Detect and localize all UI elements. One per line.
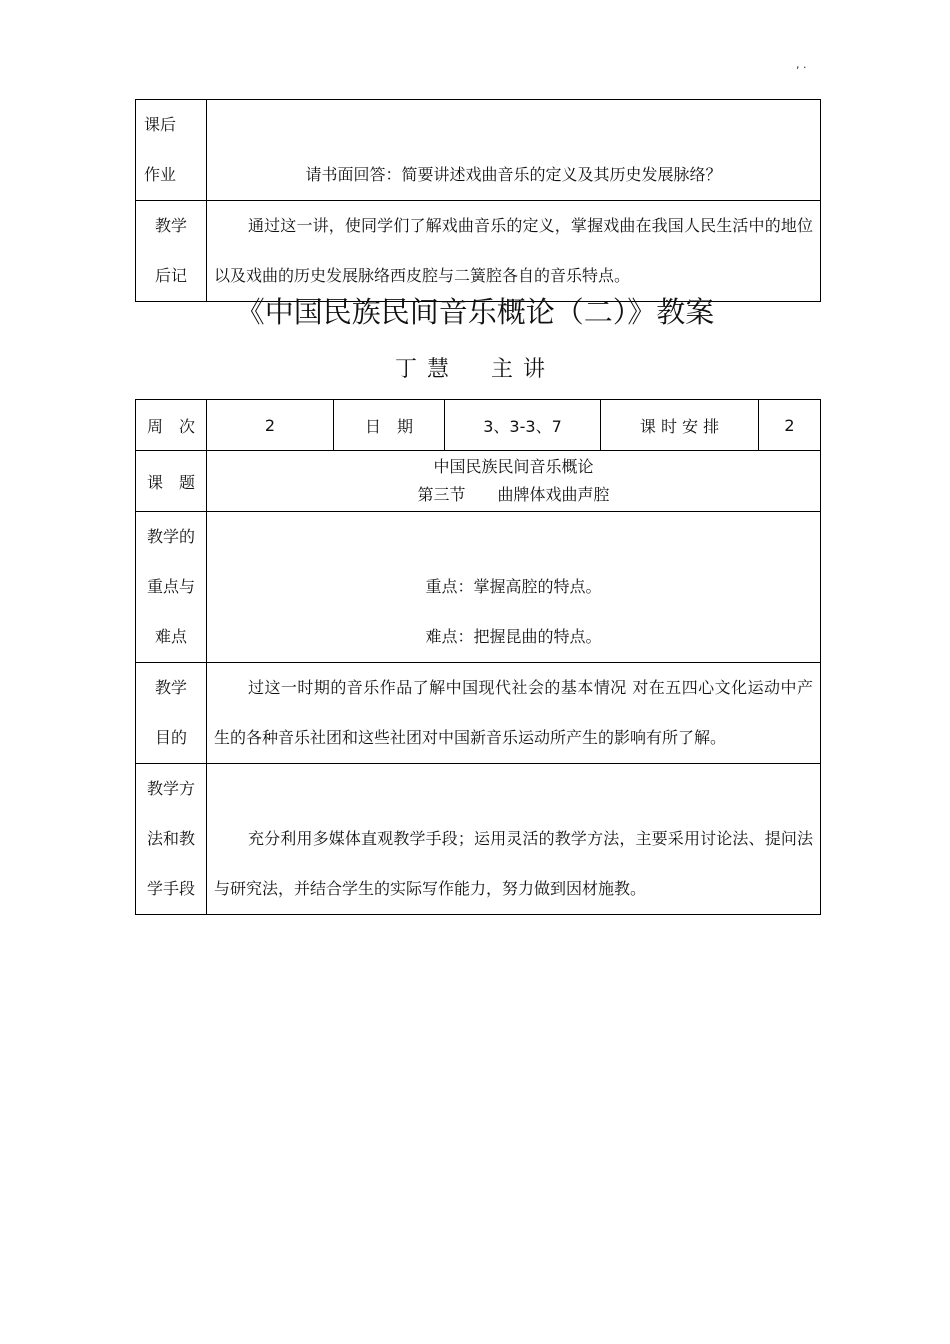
- method-label-line2: 法和教: [146, 829, 195, 848]
- postscript-label: [136, 201, 207, 302]
- postscript-text: 通过这一讲，使同学们了解戏曲音乐的定义，掌握戏曲在我国人民生活中的地位以及戏曲的历史发展脉络西皮腔与二簧腔各自的音乐特点。: [214, 216, 813, 285]
- keypoints-label: [136, 512, 207, 663]
- keypoints-label-line3: 难点: [154, 627, 187, 646]
- keypoints-label-line2: 重点与: [146, 577, 195, 596]
- objective-label-line1: 教学: [154, 678, 187, 697]
- topic-label: 课 题: [136, 451, 207, 512]
- postscript-cell: [207, 201, 821, 302]
- week-label: 周 次: [136, 400, 207, 451]
- date-value: 3、3-3、7: [445, 400, 601, 451]
- homework-label: [136, 100, 207, 201]
- method-cell: [207, 764, 821, 915]
- keypoints-label-line1: 教学的: [146, 527, 195, 546]
- homework-label-line1: 课后: [144, 115, 177, 134]
- homework-label-line2: 作业: [144, 165, 177, 184]
- keypoints-cell: [207, 512, 821, 663]
- method-label: [136, 764, 207, 915]
- objective-label-line2: 目的: [154, 728, 187, 747]
- method-text: 充分利用多媒体直观教学手段；运用灵活的教学方法，主要采用讨论法、提问法与研究法，并结合学生的实际写作能力，努力做到因材施教。: [214, 829, 813, 898]
- method-label-line3: 学手段: [146, 879, 195, 898]
- objective-text: 过这一时期的音乐作品了解中国现代社会的基本情况 对在五四心文化运动中产生的各种音乐社团和这些社团对中国新音乐运动所产生的影响有所了解。: [214, 678, 813, 747]
- postscript-label-line2: 后记: [154, 266, 187, 285]
- objective-cell: [207, 663, 821, 764]
- topic-line1: 中国民族民间音乐概论: [433, 457, 594, 476]
- hours-label: 课 时 安 排: [601, 400, 759, 451]
- homework-text: 请书面回答：简要讲述戏曲音乐的定义及其历史发展脉络？: [305, 165, 722, 184]
- week-value: 2: [207, 400, 334, 451]
- hours-value: 2: [759, 400, 821, 451]
- page-title: 《中国民族民间音乐概论（二）》教案: [235, 295, 715, 329]
- lecturer-line: 丁慧 主讲: [394, 357, 555, 382]
- corner-mark: , .: [796, 58, 807, 71]
- topic-cell: [207, 451, 821, 512]
- difficulty-text: 难点：把握昆曲的特点。: [425, 627, 602, 646]
- lesson-plan-table: [135, 399, 821, 915]
- keypoint-text: 重点：掌握高腔的特点。: [425, 577, 602, 596]
- date-label: 日 期: [334, 400, 445, 451]
- homework-cell: [207, 100, 821, 201]
- method-label-line1: 教学方: [146, 779, 195, 798]
- previous-lesson-table: [135, 99, 821, 302]
- objective-label: [136, 663, 207, 764]
- topic-line2: 第三节 曲牌体戏曲声腔: [417, 485, 610, 504]
- postscript-label-line1: 教学: [154, 216, 187, 235]
